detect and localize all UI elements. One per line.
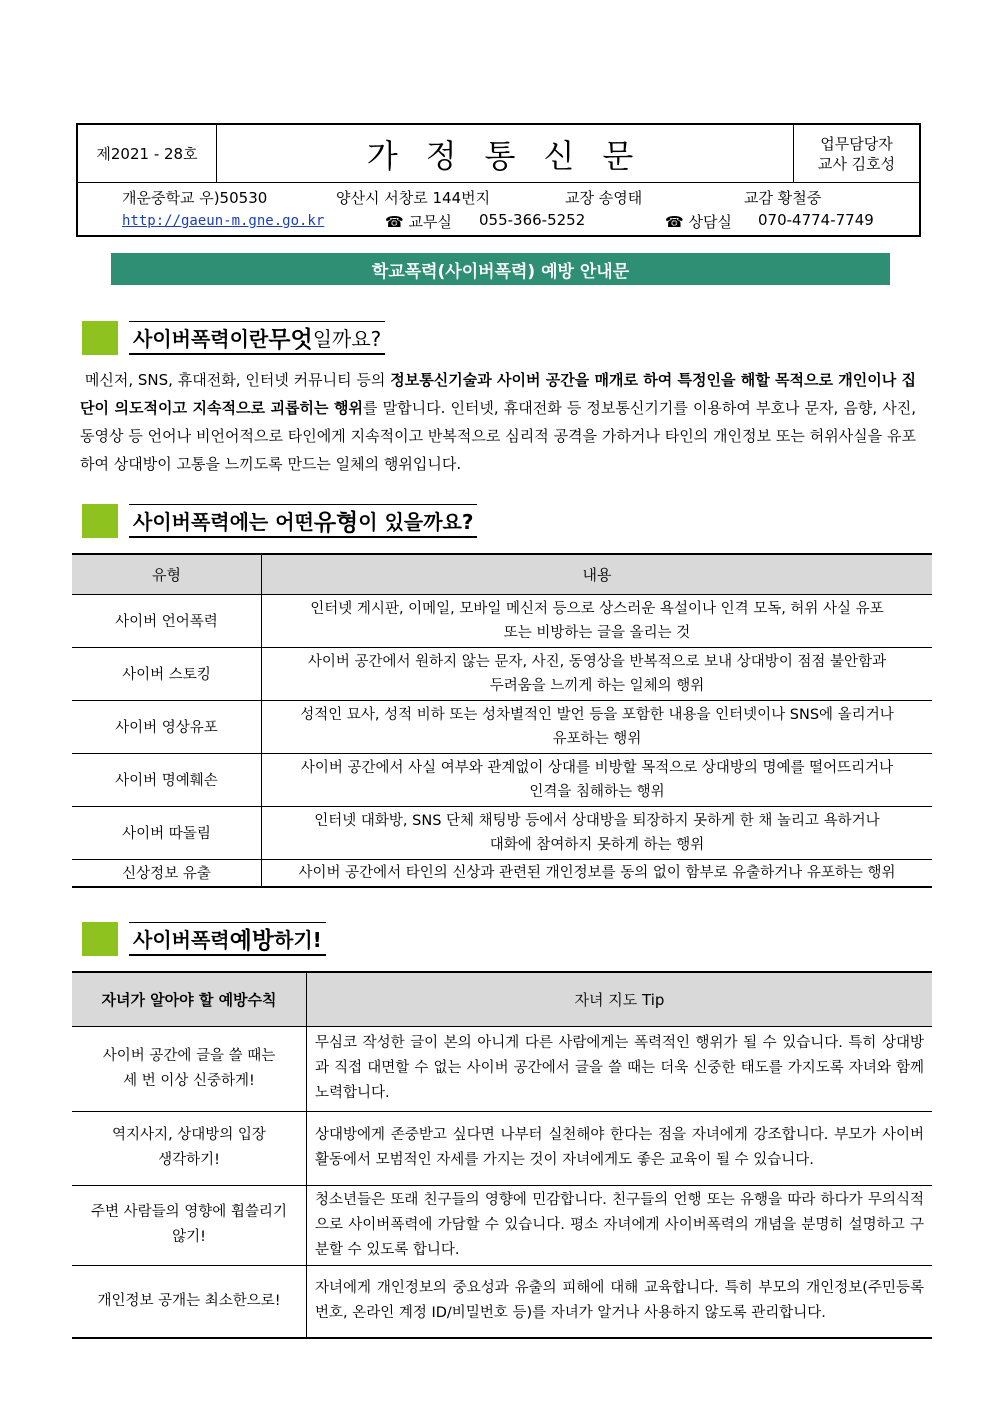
table-row: 사이버 명예훼손 사이버 공간에서 사실 여부와 관계없이 상대를 비방할 목적으로 상대방의 명예를 떨어뜨리거나 인격을 침해하는 행위 — [72, 753, 932, 806]
table-header: 유형 — [72, 554, 262, 594]
school-website-link[interactable]: http://gaeun-m.gne.go.kr — [122, 213, 325, 229]
table-row: 사이버 영상유포 성적인 묘사, 성적 비하 또는 성차별적인 발언 등을 포함한 내용을 인터넷이나 SNS에 올리거나 유포하는 행위 — [72, 700, 932, 753]
charge-role: 업무담당자 — [820, 134, 893, 153]
newsletter-title: 가정통신문 — [366, 136, 662, 175]
office-phone: 055-366-5252 — [479, 211, 586, 229]
person-in-charge — [793, 125, 919, 182]
table-row: 사이버 스토킹 사이버 공간에서 원하지 않는 문자, 사진, 동영상을 반복적으로 보내 상대방이 점점 불안함과 두려움을 느끼게 하는 일체의 행위 — [72, 647, 932, 700]
types-table — [72, 553, 932, 888]
principal-name: 교장 송영태 — [565, 189, 643, 207]
counsel-phone: 070-4774-7749 — [758, 211, 874, 229]
newsletter-header — [76, 123, 921, 237]
issue-number: 제2021 - 28호 — [78, 125, 217, 182]
header-top-row — [78, 125, 919, 183]
school-address: 양산시 서창로 144번지 — [336, 189, 491, 207]
table-row: 개인정보 공개는 최소한으로! 자녀에게 개인정보의 중요성과 유출의 피해에 대해 교육합니다. 특히 부모의 개인정보(주민등록번호, 온라인 계정 ID/비밀번호 등)를 자녀가 알거나 사용하지 않도록 관리합니다. — [72, 1265, 932, 1338]
table-header: 자녀 지도 Tip — [307, 972, 933, 1026]
table-row: 신상정보 유출 사이버 공간에서 타인의 신상과 관련된 개인정보를 동의 없이 함부로 유출하거나 유포하는 행위 — [72, 859, 932, 887]
vice-principal-name: 교감 황철중 — [744, 189, 822, 207]
table-row: 주변 사람들의 영향에 휩쓸리기 않기! 청소년들은 또래 친구들의 영향에 민감합니다. 친구들의 언행 또는 유행을 따라 하다가 무의식적으로 사이버폭력에 가담할 수 있습니다. 평소 자녀에게 사이버폭력의 개념을 분명히 설명하고 구분할 수 있도록 합니다. — [72, 1185, 932, 1265]
charge-teacher: 교사 김호성 — [817, 154, 896, 173]
office-label: ☎ 교무실 — [385, 213, 452, 231]
school-postal: 개운중학교 우)50530 — [122, 189, 268, 207]
section-square-icon — [82, 922, 118, 956]
table-row: 사이버 언어폭력 인터넷 게시판, 이메일, 모바일 메신저 등으로 상스러운 욕설이나 인격 모독, 허위 사실 유포 또는 비방하는 글을 올리는 것 — [72, 594, 932, 647]
table-row: 사이버 공간에 글을 쓸 때는 세 번 이상 신중하게! 무심코 작성한 글이 본의 아니게 다른 사람에게는 폭력적인 행위가 될 수 있습니다. 특히 상대방과 직접 대면할 수 없는 사이버 공간에서 글을 쓸 때는 더욱 신중한 태도를 가지도록 자녀와 함께 노력합니다. — [72, 1026, 932, 1111]
definition-paragraph: 메신저, SNS, 휴대전화, 인터넷 커뮤니티 등의 정보통신기술과 사이버 공간을 매개로 하여 특정인을 해할 목적으로 개인이나 집단이 의도적이고 지속적으로 괴롭히는 행위를 말합니다. 인터넷, 휴대전화 등 정보통신기기를 이용하여 부호나 문자, 음향, 사진, 동영상 등 언어나 비언어적으로 타인에게 지속적이고 반복적으로 심리적 공격을 가하거나 타인의 개인정보 또는 허위사실을 유포하여 상대방이 고통을 느끼도록 만드는 일체의 행위입니다. — [80, 371, 916, 473]
table-header: 내용 — [262, 554, 933, 594]
section-square-icon — [82, 504, 118, 538]
table-row: 사이버 따돌림 인터넷 대화방, SNS 단체 채팅방 등에서 상대방을 퇴장하지 못하게 한 채 놀리고 욕하거나 대화에 참여하지 못하게 하는 행위 — [72, 806, 932, 859]
table-row: 역지사지, 상대방의 입장 생각하기! 상대방에게 존중받고 싶다면 나부터 실천해야 한다는 점을 자녀에게 강조합니다. 부모가 사이버 활동에서 모범적인 자세를 가지는 것이 자녀에게도 좋은 교육이 될 수 있습니다. — [72, 1111, 932, 1185]
notice-banner: 학교폭력(사이버폭력) 예방 안내문 — [111, 253, 890, 285]
counsel-label: ☎ 상담실 — [665, 213, 732, 231]
table-header: 자녀가 알아야 할 예방수칙 — [72, 972, 307, 1026]
prevention-table — [72, 971, 932, 1339]
section-square-icon — [82, 321, 118, 355]
